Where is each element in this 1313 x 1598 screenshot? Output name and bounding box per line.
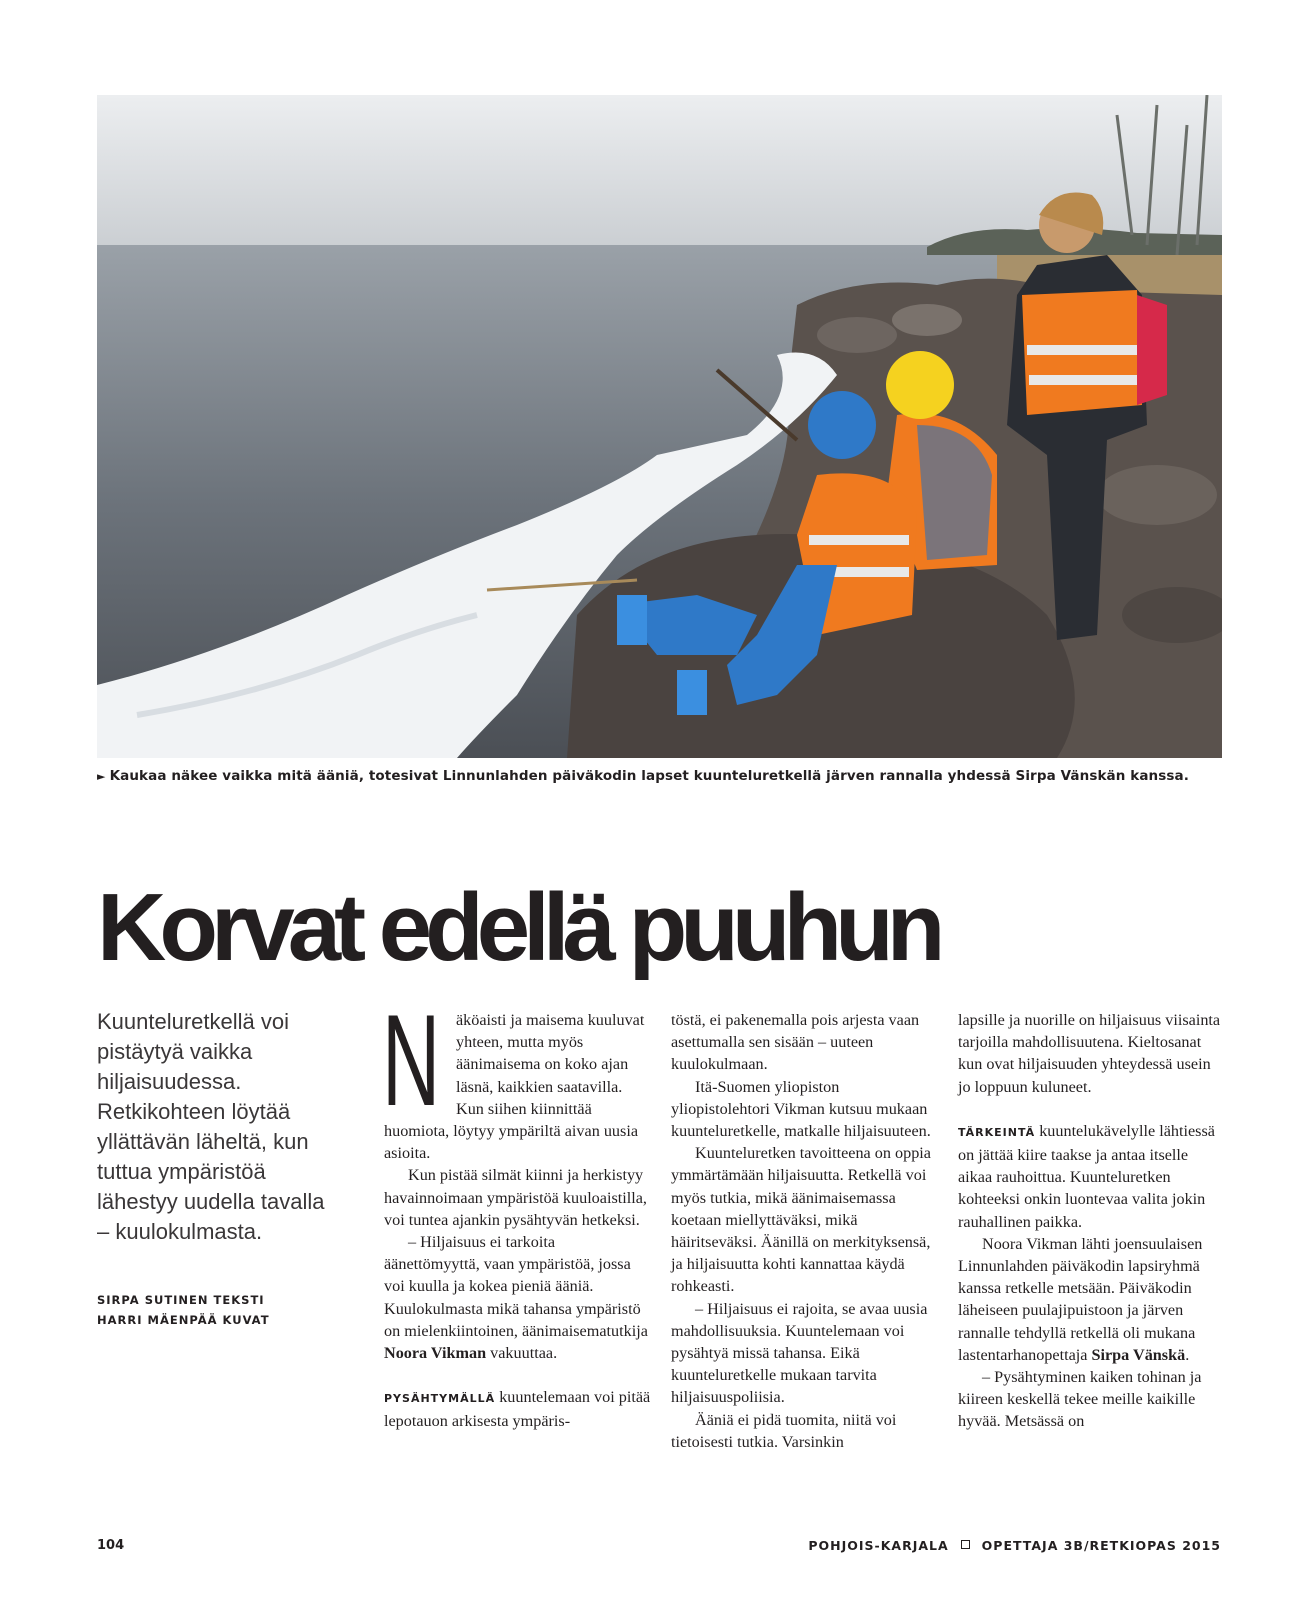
footer-region: POHJOIS-KARJALA [808,1538,949,1553]
paragraph-text: kuuntelukävelylle lähtiessä on jättää kiire taakse ja antaa itselle aikaa rauhoittua. Kuunteluretken kohteeksi onkin luontevaa valita jokin rauhallinen paikka. [958,1121,1215,1231]
paragraph: lapsille ja nuorille on hiljaisuus viisainta tarjoilla mahdollisuutena. Kieltosanat kun ovat hiljaisuuden yhteydessä usein jo loppuun kuluneet. [958,1011,1221,1096]
photographer-credit: HARRI MÄENPÄÄ KUVAT [97,1313,270,1327]
square-separator-icon [961,1540,970,1549]
byline [97,1290,337,1330]
footer-publication: OPETTAJA 3B/RETKIOPAS 2015 [981,1538,1221,1553]
article-lead: Kuunteluretkellä voi pistäytyä vaikka hiljaisuudessa. Retkikohteen löytää yllättävän läheltä, kun tuttua ympäristöä lähestyy uudella tavalla – kuulokulmasta. [97,1009,325,1244]
paragraph: Kuunteluretken tavoitteena on oppia ymmärtämään hiljaisuutta. Retkellä voi myös tutkia, mikä äänimaisemassa koetaan miellyttäväksi, mikä häiritseväksi. Äänillä on merkityksensä, ja hiljaisuutta kohti kannattaa käydä rohkeasti. [671,1144,931,1296]
lakeshore-photo [97,95,1222,758]
running-footer [808,1538,1221,1553]
drop-cap: N [382,987,441,1133]
page-number: 104 [97,1538,125,1553]
section-lead-in: TÄRKEINTÄ [958,1125,1036,1139]
paragraph-text: kuuntelemaan voi pitää lepotauon arkisesta ympäris- [384,1388,651,1431]
paragraph: Kun pistää silmät kiinni ja herkistyy havainnoimaan ympäristöä kuuloaistilla, voi tuntea ajankin pysähtyvän hetkeksi. [384,1166,647,1229]
lakeshore-photo-icon [97,95,1222,758]
paragraph-text: . [1185,1345,1190,1364]
paragraph: Ääniä ei pidä tuomita, niitä voi tietoisesti tutkia. Varsinkin [671,1410,897,1451]
paragraph-text: vakuuttaa. [486,1344,558,1363]
writer-credit: SIRPA SUTINEN TEKSTI [97,1293,265,1307]
paragraph: – Hiljaisuus ei rajoita, se avaa uusia mahdollisuuksia. Kuuntelemaan voi pysähtyä missä tahansa. Eikä kuunteluretkelle mukaan tarvita hiljaisuuspoliisia. [671,1299,928,1407]
paragraph [958,1120,1226,1233]
caption-marker-icon: ► [97,770,106,783]
article-headline: Korvat edellä puuhun [97,874,939,981]
paragraph [958,1233,1226,1366]
person-name: Noora Vikman [384,1344,487,1363]
paragraph-text: Noora Vikman lähti joensuulaisen Linnunlahden päiväkodin lapsiryhmä kanssa retkelle metsään. Päiväkodin läheiseen puulajipuistoon ja järven rannalle tehdyllä retkellä oli mukana lastentarhanopettaja [958,1234,1203,1364]
paragraph: Itä-Suomen yliopiston yliopistolehtori Vikman kutsuu mukaan kuunteluretkelle, matkalle hiljaisuuteen. [671,1077,931,1141]
person-name: Sirpa Vänskä [1091,1345,1186,1364]
section-lead-in: PYSÄHTYMÄLLÄ [384,1392,496,1406]
body-column-3 [958,1009,1226,1433]
photo-caption [97,768,1222,784]
paragraph: – Pysähtyminen kaiken tohinan ja kiireen keskellä tekee meille kaikille hyvää. Metsässä on [958,1368,1202,1431]
paragraph: töstä, ei pakenemalla pois arjesta vaan asettumalla sen sisään – uuteen kuulokulmaan. [671,1011,920,1074]
caption-text: Kaukaa näkee vaikka mitä ääniä, totesivat Linnunlahden päiväkodin lapset kuunteluretkellä järven rannalla yhdessä Sirpa Vänskän kanssa. [109,768,1189,784]
paragraph [384,1386,652,1432]
paragraph-text: – Hiljaisuus ei tarkoita äänettömyyttä, vaan ympäristöä, jossa voi kuulla ja kokea pieniä ääniä. Kuulokulmasta mikä tahansa ympäristö on mielenkiintoinen, äänimaisematutkija [384,1233,648,1340]
body-column-1 [382,987,652,1433]
paragraph [384,1231,652,1364]
body-column-2 [671,1009,939,1453]
paragraph: äköaisti ja maisema kuuluvat yhteen, mutta myös äänimaisema on koko ajan läsnä, kaikkien saatavilla. Kun siihen kiinnittää huomiota, löytyy ympäriltä aivan uusia asioita. [384,1011,645,1163]
